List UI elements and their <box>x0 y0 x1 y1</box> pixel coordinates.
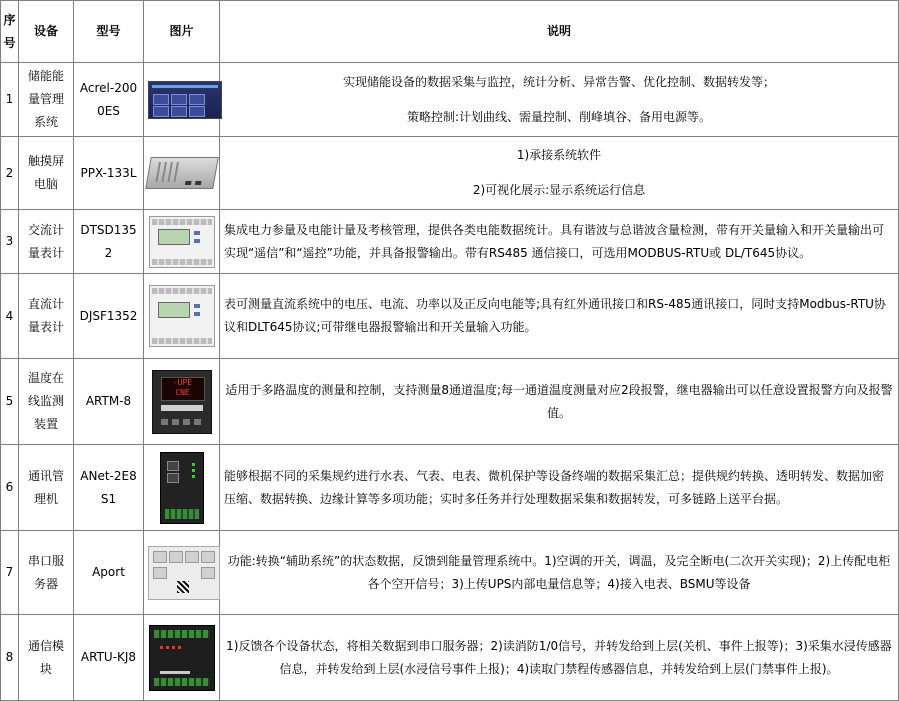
row-index: 5 <box>1 359 19 445</box>
row-description <box>220 274 899 359</box>
row-description <box>220 210 899 274</box>
row-description <box>220 615 899 701</box>
row-image <box>144 63 220 137</box>
header-description: 说明 <box>220 1 899 63</box>
row-model: Aport <box>74 531 144 615</box>
row-image <box>144 210 220 274</box>
table-row <box>1 445 899 531</box>
description-line: 适用于多路温度的测量和控制，支持测量8通道温度;每一通道温度测量对应2段报警，继电器输出可以任意设置报警方向及报警值。 <box>225 382 893 420</box>
industrial-pc-icon <box>145 157 219 189</box>
row-description <box>220 445 899 531</box>
row-image <box>144 445 220 531</box>
row-image <box>144 531 220 615</box>
serial-server-icon <box>148 546 220 600</box>
row-description <box>220 137 899 210</box>
description-line: 策略控制:计划曲线、需量控制、削峰填谷、备用电源等。 <box>406 109 712 124</box>
description-line: 表可测量直流系统中的电压、电流、功率以及正反向电能等;具有红外通讯接口和RS-485通讯接口，同时支持Modbus-RTU协议和DLT645协议;可带继电器报警输出和开关量输入功能。 <box>224 297 886 334</box>
artm-readout <box>161 377 205 401</box>
table-row <box>1 210 899 274</box>
row-description <box>220 531 899 615</box>
description-line: 1)承接系统软件 <box>516 148 602 163</box>
temperature-monitor-icon <box>152 370 212 434</box>
row-device: 直流计量表计 <box>19 274 74 359</box>
row-image <box>144 137 220 210</box>
header-index: 序号 <box>1 1 19 63</box>
row-index: 2 <box>1 137 19 210</box>
row-description <box>220 63 899 137</box>
row-index: 1 <box>1 63 19 137</box>
description-line: 1)反馈各个设备状态，将相关数据到串口服务器；2)读消防1/0信号，并转发给到上层(关机、事件上报等)；3)采集水浸传感器信息，并转发给到上层(水浸信号事件上报)；4)读取门禁程传感器信息，并转发给到上层(门禁事件上报)。 <box>226 638 892 676</box>
table-row <box>1 531 899 615</box>
row-index: 8 <box>1 615 19 701</box>
table-row <box>1 615 899 701</box>
description-line: 功能:转换“辅助系统”的状态数据，反馈到能量管理系统中。1)空调的开关，调温，及完全断电(二次开关实现)；2)上传配电柜各个空开信号；3)上传UPS内部电量信息等；4)接入电表、BSMU等设备 <box>227 553 891 591</box>
communication-manager-icon <box>160 452 204 524</box>
row-description <box>220 359 899 445</box>
row-model: Acrel-2000ES <box>74 63 144 137</box>
row-model: DJSF1352 <box>74 274 144 359</box>
row-model: ANet-2E8S1 <box>74 445 144 531</box>
row-device: 通信模块 <box>19 615 74 701</box>
table-row <box>1 63 899 137</box>
io-module-icon <box>149 625 215 691</box>
row-index: 4 <box>1 274 19 359</box>
table-row <box>1 359 899 445</box>
row-model: PPX-133L <box>74 137 144 210</box>
artm-readout-line1: -UPE <box>172 377 193 387</box>
table-header-row <box>1 1 899 63</box>
row-device: 交流计量表计 <box>19 210 74 274</box>
description-line: 2)可视化展示:显示系统运行信息 <box>472 183 646 197</box>
header-image: 图片 <box>144 1 220 63</box>
ac-meter-icon <box>149 216 215 268</box>
row-model: DTSD1352 <box>74 210 144 274</box>
description-line: 实现储能设备的数据采集与监控，统计分析、异常告警、优化控制、数据转发等； <box>342 74 775 89</box>
row-device: 温度在线监测装置 <box>19 359 74 445</box>
row-index: 6 <box>1 445 19 531</box>
ems-screen-icon <box>148 81 222 119</box>
table-row <box>1 274 899 359</box>
header-model: 型号 <box>74 1 144 63</box>
artm-readout-line2: CNE <box>175 387 190 397</box>
dc-meter-icon <box>149 285 215 347</box>
row-image <box>144 274 220 359</box>
row-device: 储能能量管理系统 <box>19 63 74 137</box>
row-image <box>144 615 220 701</box>
row-model: ARTM-8 <box>74 359 144 445</box>
row-image <box>144 359 220 445</box>
table-row <box>1 137 899 210</box>
description-line: 能够根据不同的采集规约进行水表、气表、电表、微机保护等设备终端的数据采集汇总；提供规约转换、透明转发、数据加密压缩、数据转换、边缘计算等多项功能；实时多任务并行处理数据采集和数据转发，可多链路上送平台据。 <box>224 468 885 506</box>
row-model: ARTU-KJ8 <box>74 615 144 701</box>
row-device: 通讯管理机 <box>19 445 74 531</box>
row-device: 触摸屏电脑 <box>19 137 74 210</box>
description-line: 集成电力参量及电能计量及考核管理，提供各类电能数据统计。具有谐波与总谐波含量检测，带有开关量输入和开关量输出可实现“遥信”和“遥控”功能，并具备报警输出。带有RS485 通信接口，可选用MODBUS-RTU或 DL/T645协议。 <box>224 222 885 260</box>
header-device: 设备 <box>19 1 74 63</box>
row-device: 串口服务器 <box>19 531 74 615</box>
row-index: 7 <box>1 531 19 615</box>
row-index: 3 <box>1 210 19 274</box>
